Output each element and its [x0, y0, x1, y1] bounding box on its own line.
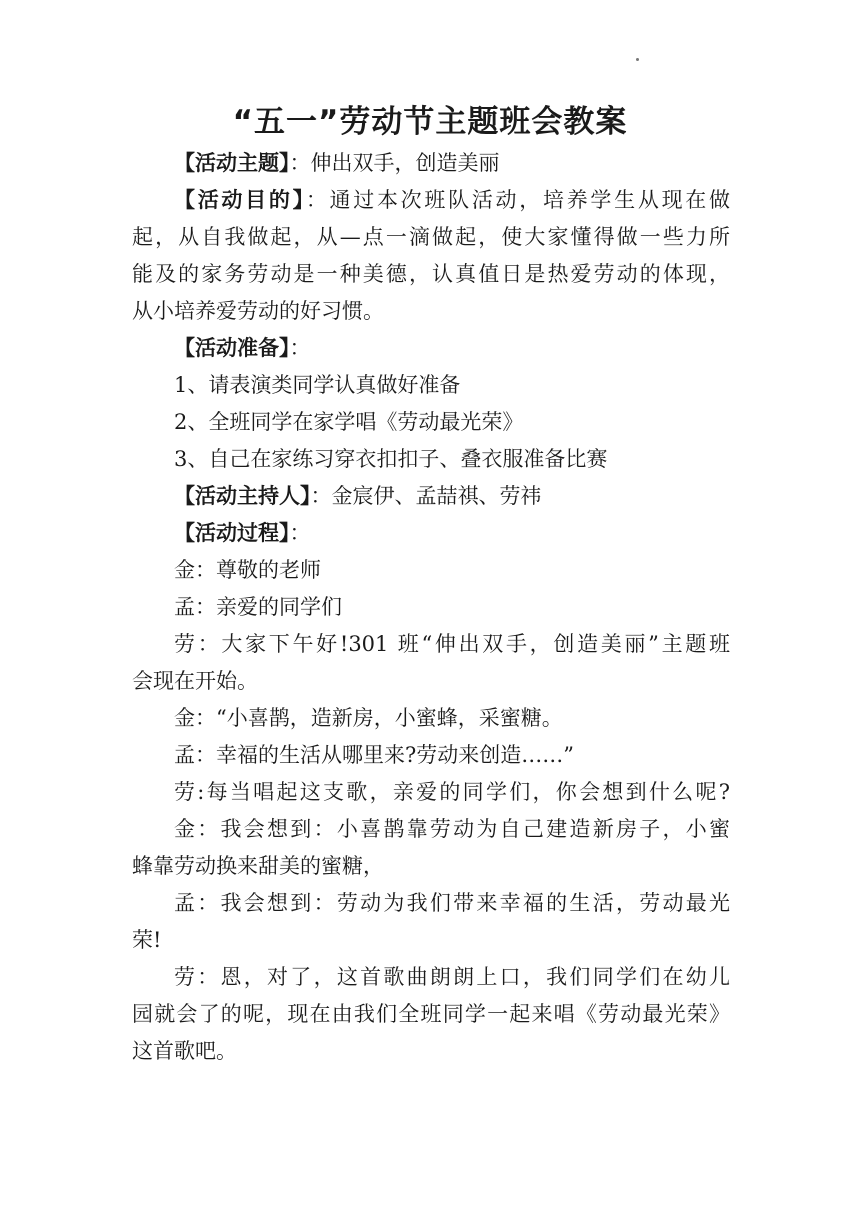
purpose-line-4: 从小培养爱劳动的好习惯。: [132, 299, 384, 323]
dialogue-line: 孟：我会想到：劳动为我们带来幸福的生活，劳动最光: [174, 891, 730, 915]
hosts-text: ：金宸伊、孟喆祺、劳祎: [310, 484, 542, 508]
preparation-heading: [132, 330, 730, 367]
dialogue-line: 劳：恩，对了，这首歌曲朗朗上口，我们同学们在幼儿: [174, 965, 730, 989]
preparation-item: 2、全班同学在家学唱《劳动最光荣》: [174, 410, 524, 434]
page-dot-mark: [636, 58, 639, 61]
purpose-text-1: ：通过本次班队活动，培养学生从现在做: [305, 188, 731, 212]
document-title: “五一”劳动节主题班会教案: [232, 104, 628, 140]
purpose-line-1: [132, 182, 730, 219]
hosts-label: 【活动主持人】: [174, 484, 311, 508]
preparation-item: 1、请表演类同学认真做好准备: [174, 373, 461, 397]
dialogue-line: 金：我会想到：小喜鹊靠劳动为自己建造新房子，小蜜: [174, 817, 730, 841]
theme-label: 【活动主题】: [174, 151, 290, 175]
purpose-line-3: 能及的家务劳动是一种美德，认真值日是热爱劳动的体现，: [132, 262, 730, 286]
process-colon: ：: [289, 521, 311, 545]
dialogue-line: 这首歌吧。: [132, 1039, 237, 1063]
process-label: 【活动过程】: [174, 521, 290, 545]
dialogue-line: 荣!: [132, 928, 162, 952]
dialogue-line: 劳：大家下午好!301 班“伸出双手，创造美丽”主题班: [174, 632, 730, 656]
theme-text: ：伸出双手，创造美丽: [289, 151, 500, 175]
theme-paragraph: [132, 145, 730, 182]
dialogue-line: 园就会了的呢，现在由我们全班同学一起来唱《劳动最光荣》: [132, 1002, 730, 1026]
preparation-item: 3、自己在家练习穿衣扣扣子、叠衣服准备比赛: [174, 447, 608, 471]
purpose-line-2: 起，从自我做起，从—点一滴做起，使大家懂得做一些力所: [132, 225, 730, 249]
dialogue-line: 金：尊敬的老师: [174, 558, 321, 582]
purpose-label: 【活动目的】: [174, 188, 306, 212]
document-body: [132, 145, 730, 1070]
process-heading: [132, 515, 730, 552]
dialogue-line: 孟：亲爱的同学们: [174, 595, 342, 619]
dialogue-line: 蜂靠劳动换来甜美的蜜糖，: [132, 854, 384, 878]
dialogue-line: 劳:每当唱起这支歌，亲爱的同学们，你会想到什么呢?: [174, 780, 730, 804]
dialogue-line: 会现在开始。: [132, 669, 258, 693]
dialogue-line: 金：“小喜鹊，造新房，小蜜蜂，采蜜糖。: [174, 706, 563, 730]
hosts-paragraph: [132, 478, 730, 515]
preparation-label: 【活动准备】: [174, 336, 290, 360]
dialogue-line: 孟：幸福的生活从哪里来?劳动来创造……”: [174, 743, 574, 767]
preparation-colon: ：: [289, 336, 311, 360]
